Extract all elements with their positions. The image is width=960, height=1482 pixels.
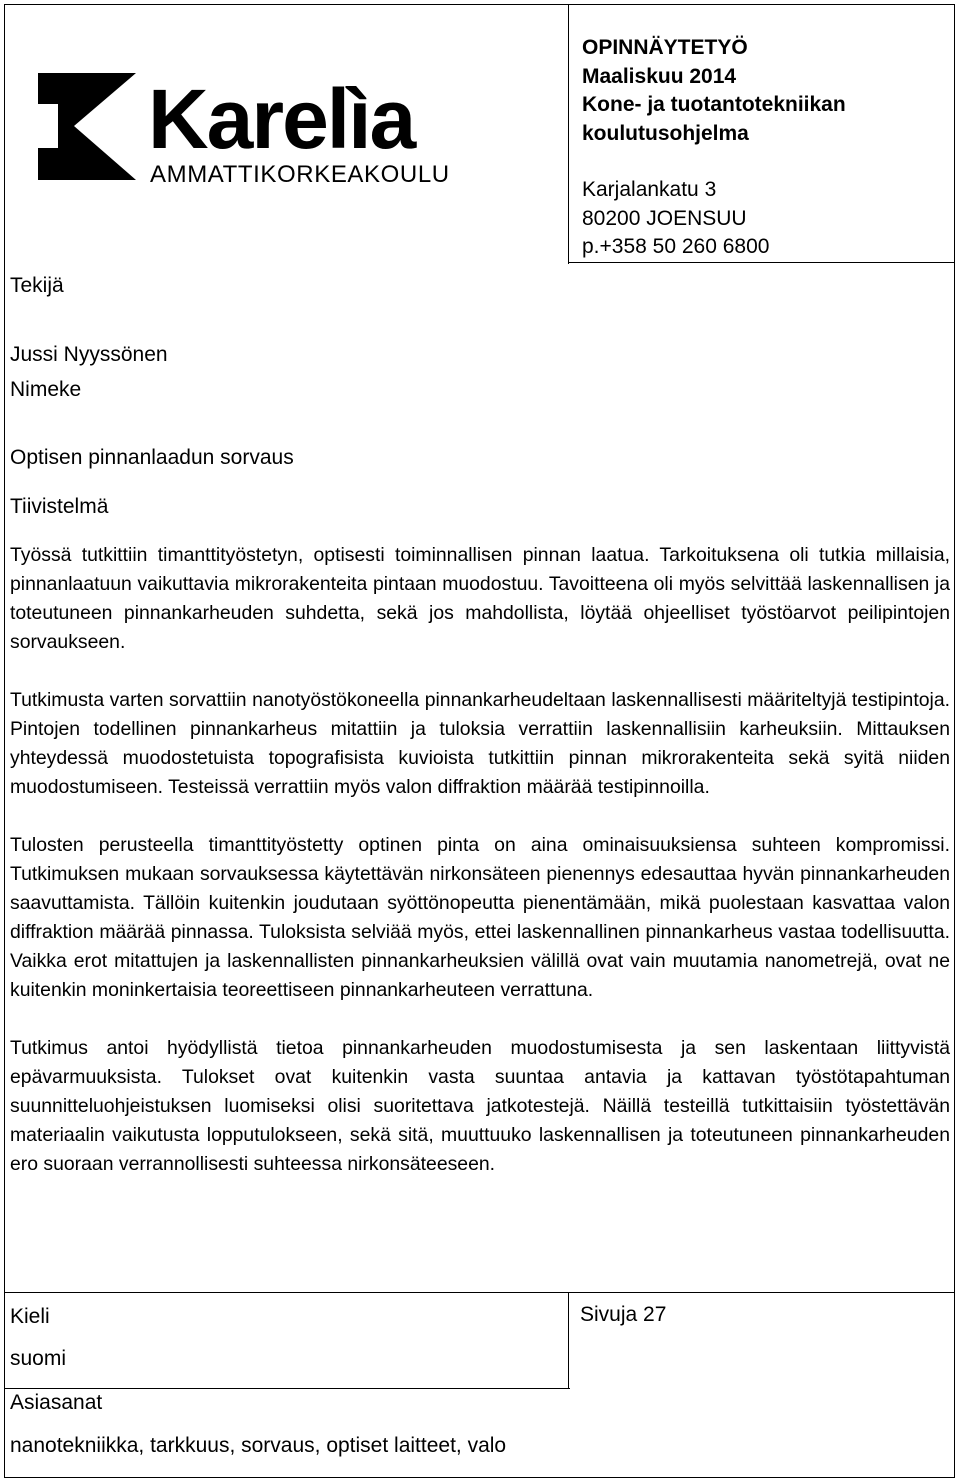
title-value: Optisen pinnanlaadun sorvaus xyxy=(10,446,294,469)
keywords-value: nanotekniikka, tarkkuus, sorvaus, optiset laitteet, valo xyxy=(10,1434,507,1457)
phone-number: p.+358 50 260 6800 xyxy=(582,235,770,258)
thesis-type: OPINNÄYTETYÖ xyxy=(582,36,748,59)
page-count: Sivuja 27 xyxy=(580,1303,667,1326)
header-divider xyxy=(568,4,569,264)
logo-subtitle: AMMATTIKORKEAKOULU xyxy=(150,161,450,188)
header-bottom-line xyxy=(568,262,955,263)
program-line-1: Kone- ja tuotantotekniikan xyxy=(582,93,846,116)
abstract-paragraph: Tulosten perusteella timanttityöstetty optinen pinta on aina ominaisuuksiensa suhteen kompromissi. Tutkimuksen mukaan sorvauksessa käytettävän nirkonsäteen pienennys edesauttaa hyvän pinnankarheuden saavuttamista. Tällöin kuitenkin joudutaan syöttönopeutta pienentämään, mikä puolestaan kasvattaa valon diffraktion määrää pinnassa. Tuloksista selviää myös, ettei laskennallinen pinnankarheus vastaa todellisuutta. Vaikka erot mitattujen ja laskennallisten pinnankarheuksien välillä ovat vain muutamia nanometrejä, ovat ne kuitenkin moninkertaisia teoreettiseen pinnankarheuteen verrattuna. xyxy=(10,834,950,1001)
abstract-label: Tiivistelmä xyxy=(10,495,109,518)
language-pages-divider xyxy=(568,1292,569,1388)
program-line-2: koulutusohjelma xyxy=(582,121,749,145)
abstract-paragraph: Työssä tutkittiin timanttityöstetyn, optisesti toiminnallisen pinnan laatua. Tarkoituksena oli tutkia millaisia, pinnanlaatuun vaikuttavia mikrorakenteita pintaan muodostuu. Tavoitteena oli myös selvittää laskennallisen ja toteutuneen pinnankarheuden suhdetta, sekä jos mahdollista, löytää ohjeelliset työstöarvot peilipintojen sorvaukseen. xyxy=(10,544,950,653)
address-city: 80200 JOENSUU xyxy=(582,206,747,230)
address-block xyxy=(582,176,942,262)
abstract-paragraph: Tutkimus antoi hyödyllistä tietoa pinnankarheuden muodostumisesta ja sen laskentaan liittyvistä epävarmuuksista. Tulokset ovat kuitenkin vasta suuntaa antavia ja kattavan työstötapahtuman suunnitteluohjeistuksen luomiseksi olisi suoritettava jatkotestejä. Näillä testeillä tutkittaisiin työstettävän materiaalin vaikutusta lopputulokseen, sekä sitä, muuttuuko laskennallisen ja toteutuneen pinnankarheuden ero suoraan verrannollisesti suhteessa nirkonsäteeseen. xyxy=(10,1037,950,1175)
karelia-logo xyxy=(38,70,478,188)
author-label: Tekijä xyxy=(10,274,64,297)
footer-top-line xyxy=(4,1292,955,1293)
language-label: Kieli xyxy=(10,1305,50,1328)
title-label: Nimeke xyxy=(10,378,82,401)
logo-chevron-icon xyxy=(38,73,136,180)
address-street: Karjalankatu 3 xyxy=(582,178,717,201)
language-bottom-line xyxy=(4,1388,570,1389)
keywords-label: Asiasanat xyxy=(10,1391,103,1414)
language-value: suomi xyxy=(10,1347,67,1370)
thesis-date: Maaliskuu 2014 xyxy=(582,64,737,88)
author-value: Jussi Nyyssönen xyxy=(10,343,168,366)
header-info xyxy=(582,34,942,262)
logo-wordmark: Karelìa xyxy=(148,72,415,166)
abstract-paragraph: Tutkimusta varten sorvattiin nanotyöstökoneella pinnankarheudeltaan laskennallisesti määriteltyjä testipintoja. Pintojen todellinen pinnankarheus mitattiin ja tuloksia verrattiin laskennallisiin karheuksiin. Mittauksen yhteydessä muodostetuista topografisista kuvioista tutkittiin pinnan mikrorakenteita sekä syitä niiden muodostumiseen. Testeissä verrattiin myös valon diffraktion määrää testipinnoilla. xyxy=(10,689,950,798)
abstract-body xyxy=(10,541,950,1179)
